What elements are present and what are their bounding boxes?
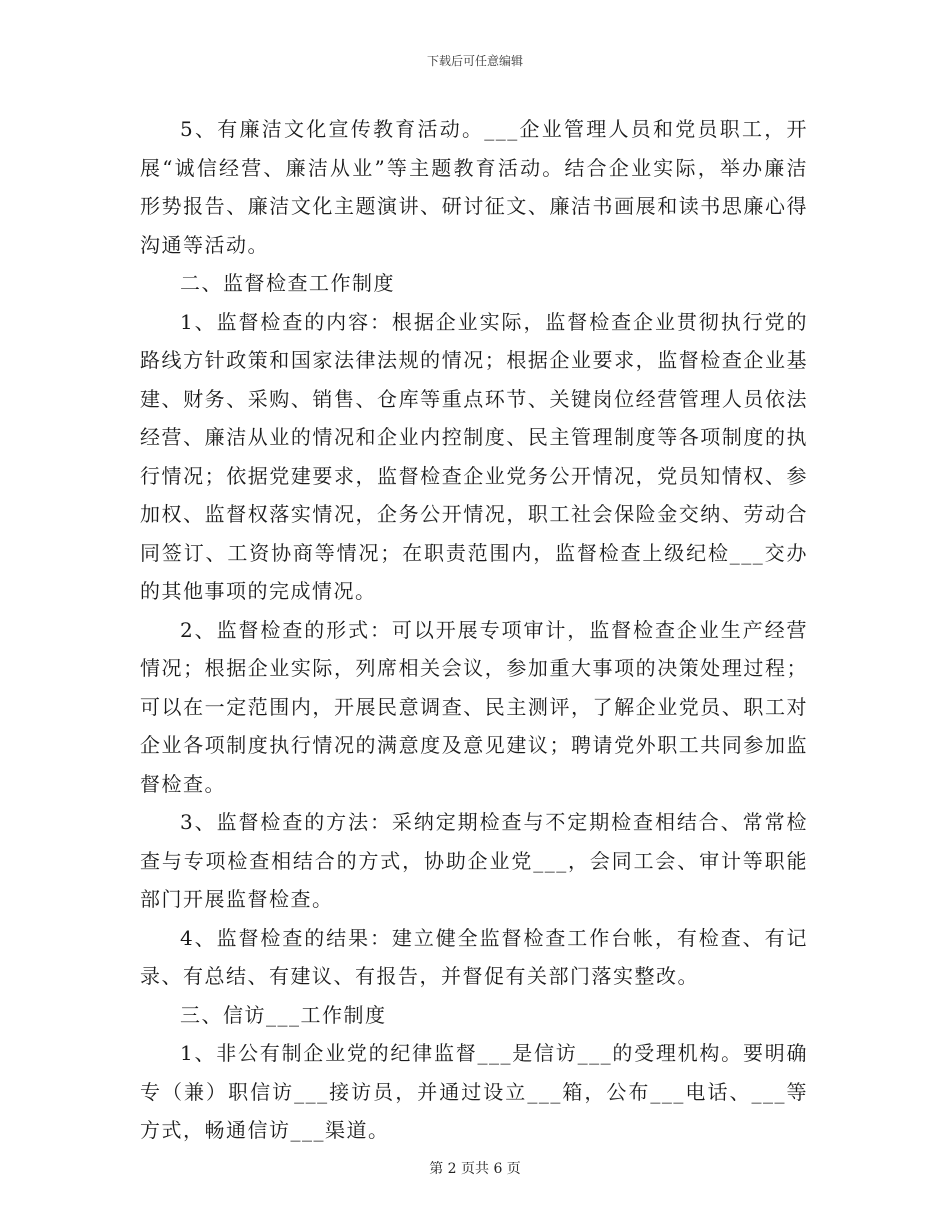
paragraph-supervision-content: 1、监督检查的内容：根据企业实际，监督检查企业贯彻执行党的路线方针政策和国家法律法规的情况；根据企业要求，监督检查企业基建、财务、采购、销售、仓库等重点环节、关键岗位经营管理人员依法经营、廉洁从业的情况和企业内控制度、民主管理制度等各项制度的执行情况；依据党建要求，监督检查企业党务公开情况，党员知情权、参加权、监督权落实情况，企务公开情况，职工社会保险金交纳、劳动合同签订、工资协商等情况；在职责范围内，监督检查上级纪检___交办的其他事项的完成情况。 <box>140 309 808 603</box>
page-header: 下载后可任意编辑 <box>426 54 523 68</box>
page-number: 第 2 页共 6 页 <box>429 1161 521 1177</box>
paragraph-supervision-form: 2、监督检查的形式：可以开展专项审计，监督检查企业生产经营情况；根据企业实际，列席相关会议，参加重大事项的决策处理过程；可以在一定范围内，开展民意调查、民主测评，了解企业党员、职工对企业各项制度执行情况的满意度及意见建议；聘请党外职工共同参加监督检查。 <box>140 617 808 796</box>
document-body <box>140 110 808 1150</box>
paragraph-petition-agency: 1、非公有制企业党的纪律监督___是信访___的受理机构。要明确专（兼）职信访___接访员，并通过设立___箱，公布___电话、___等方式，畅通信访___渠道。 <box>140 1041 808 1142</box>
section-heading-supervision: 二、监督检查工作制度 <box>180 271 395 295</box>
paragraph-supervision-result: 4、监督检查的结果：建立健全监督检查工作台帐，有检查、有记录、有总结、有建议、有报告，并督促有关部门落实整改。 <box>140 925 808 988</box>
section-heading-petition: 三、信访___工作制度 <box>180 1002 387 1027</box>
paragraph-supervision-method: 3、监督检查的方法：采纳定期检查与不定期检查相结合、常常检查与专项检查相结合的方式，协助企业党___，会同工会、审计等职能部门开展监督检查。 <box>140 810 808 911</box>
paragraph-culture-activities: 5、有廉洁文化宣传教育活动。___企业管理人员和党员职工，开展“诚信经营、廉洁从业”等主题教育活动。结合企业实际，举办廉洁形势报告、廉洁文化主题演讲、研讨征文、廉洁书画展和读书思廉心得沟通等活动。 <box>140 117 808 257</box>
